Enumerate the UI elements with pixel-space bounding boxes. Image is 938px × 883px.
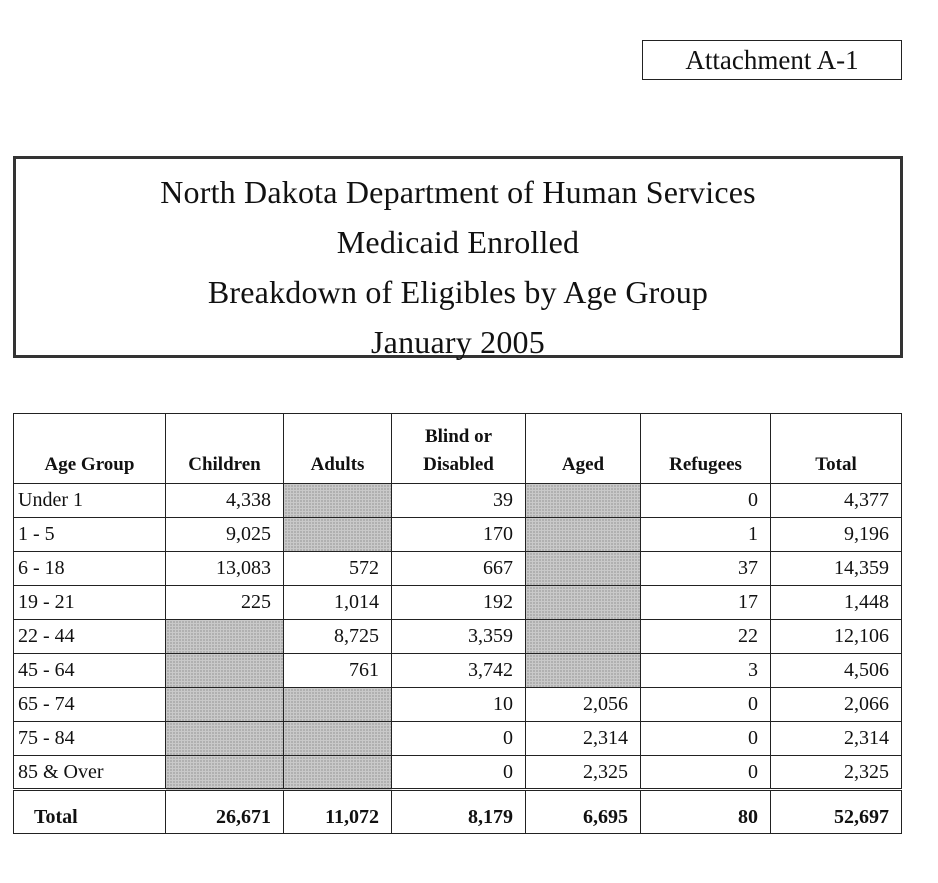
cell-age-group: 85 & Over [14, 756, 166, 790]
cell-total: 1,448 [771, 586, 902, 620]
cell-total: 14,359 [771, 552, 902, 586]
table-row [14, 620, 902, 654]
cell-refugees: 1 [641, 518, 771, 552]
cell-blind-disabled: 0 [392, 756, 526, 790]
table-row [14, 756, 902, 790]
cell-blind-disabled: 0 [392, 722, 526, 756]
cell-adults-shaded [284, 484, 392, 518]
cell-aged-shaded [526, 484, 641, 518]
cell-adults-shaded [284, 722, 392, 756]
totals-adults: 11,072 [284, 790, 392, 834]
cell-blind-disabled: 10 [392, 688, 526, 722]
cell-aged-shaded [526, 654, 641, 688]
header-adults: Adults [284, 414, 392, 484]
cell-age-group: 75 - 84 [14, 722, 166, 756]
cell-children: 13,083 [166, 552, 284, 586]
cell-adults: 8,725 [284, 620, 392, 654]
header-row [14, 414, 902, 484]
title-department: North Dakota Department of Human Services [160, 174, 756, 210]
totals-blind-disabled: 8,179 [392, 790, 526, 834]
cell-aged-shaded [526, 518, 641, 552]
title-program: Medicaid Enrolled [336, 224, 580, 260]
cell-refugees: 0 [641, 722, 771, 756]
header-children: Children [166, 414, 284, 484]
table-row [14, 518, 902, 552]
cell-adults: 1,014 [284, 586, 392, 620]
cell-refugees: 17 [641, 586, 771, 620]
cell-age-group: 22 - 44 [14, 620, 166, 654]
cell-adults-shaded [284, 688, 392, 722]
cell-total: 2,066 [771, 688, 902, 722]
cell-refugees: 0 [641, 688, 771, 722]
cell-age-group: 65 - 74 [14, 688, 166, 722]
cell-children-shaded [166, 722, 284, 756]
cell-aged-shaded [526, 620, 641, 654]
cell-refugees: 37 [641, 552, 771, 586]
header-age-group: Age Group [14, 414, 166, 484]
cell-total: 9,196 [771, 518, 902, 552]
totals-aged: 6,695 [526, 790, 641, 834]
header-blind-line2: Disabled [423, 454, 494, 475]
cell-blind-disabled: 3,359 [392, 620, 526, 654]
cell-blind-disabled: 39 [392, 484, 526, 518]
cell-age-group: 45 - 64 [14, 654, 166, 688]
table-row [14, 654, 902, 688]
cell-age-group: 6 - 18 [14, 552, 166, 586]
cell-blind-disabled: 3,742 [392, 654, 526, 688]
cell-adults-shaded [284, 756, 392, 790]
cell-blind-disabled: 170 [392, 518, 526, 552]
title-date: January 2005 [371, 324, 545, 360]
cell-adults: 761 [284, 654, 392, 688]
table-row [14, 688, 902, 722]
header-refugees: Refugees [641, 414, 771, 484]
cell-total: 4,506 [771, 654, 902, 688]
header-total: Total [771, 414, 902, 484]
totals-label: Total [14, 790, 166, 834]
title-description: Breakdown of Eligibles by Age Group [207, 274, 709, 310]
cell-children-shaded [166, 756, 284, 790]
cell-blind-disabled: 192 [392, 586, 526, 620]
totals-children: 26,671 [166, 790, 284, 834]
cell-aged: 2,325 [526, 756, 641, 790]
cell-total: 2,314 [771, 722, 902, 756]
cell-refugees: 3 [641, 654, 771, 688]
cell-children: 225 [166, 586, 284, 620]
cell-refugees: 0 [641, 484, 771, 518]
header-blind-line1: Blind or [424, 426, 493, 447]
table-row [14, 722, 902, 756]
cell-total: 12,106 [771, 620, 902, 654]
cell-children-shaded [166, 620, 284, 654]
cell-children-shaded [166, 654, 284, 688]
table-row [14, 484, 902, 518]
cell-children: 9,025 [166, 518, 284, 552]
header-blind-disabled [392, 414, 526, 484]
cell-children-shaded [166, 688, 284, 722]
title-box [13, 156, 903, 358]
cell-blind-disabled: 667 [392, 552, 526, 586]
eligibles-table [13, 413, 902, 834]
cell-refugees: 0 [641, 756, 771, 790]
header-aged: Aged [526, 414, 641, 484]
cell-age-group: 19 - 21 [14, 586, 166, 620]
cell-age-group: Under 1 [14, 484, 166, 518]
cell-aged: 2,056 [526, 688, 641, 722]
cell-adults: 572 [284, 552, 392, 586]
cell-adults-shaded [284, 518, 392, 552]
cell-total: 2,325 [771, 756, 902, 790]
cell-refugees: 22 [641, 620, 771, 654]
cell-aged: 2,314 [526, 722, 641, 756]
cell-children: 4,338 [166, 484, 284, 518]
cell-aged-shaded [526, 586, 641, 620]
table-row [14, 586, 902, 620]
cell-total: 4,377 [771, 484, 902, 518]
attachment-label: Attachment A-1 [642, 40, 902, 80]
cell-aged-shaded [526, 552, 641, 586]
totals-row [14, 790, 902, 834]
totals-refugees: 80 [641, 790, 771, 834]
totals-total: 52,697 [771, 790, 902, 834]
cell-age-group: 1 - 5 [14, 518, 166, 552]
table-row [14, 552, 902, 586]
